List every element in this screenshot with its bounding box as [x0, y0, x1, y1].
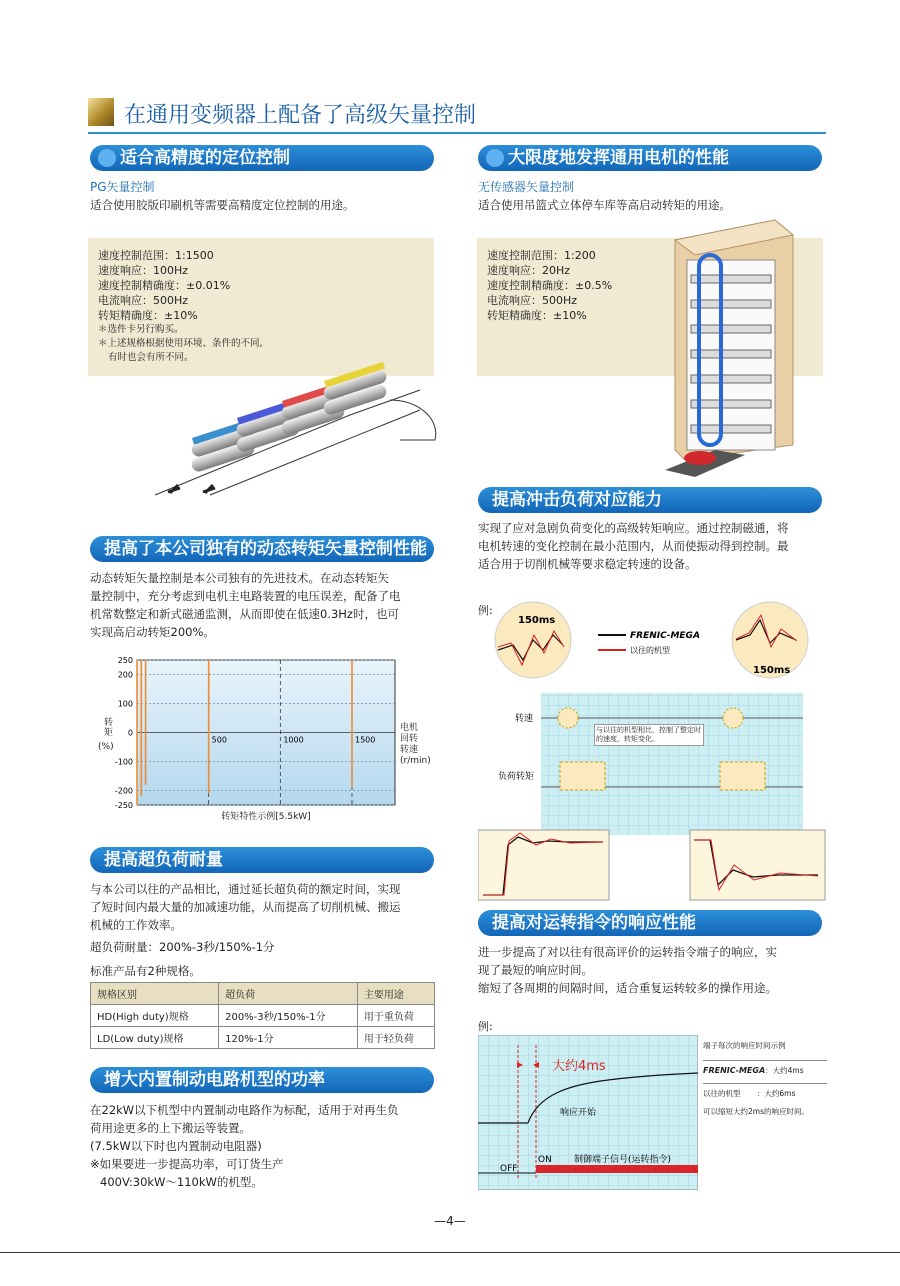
text-line: 动态转矩矢量控制是本公司独有的先进技术。在动态转矩矢	[90, 571, 389, 585]
text-line: (7.5kW以下时也内置制动电阻器)	[90, 1139, 262, 1153]
sec7-paragraph	[478, 943, 828, 997]
example-label-2: 例:	[478, 1020, 493, 1033]
spec-note: 有时也会有所不同。	[108, 352, 194, 363]
sec5-paragraph	[90, 1101, 440, 1191]
text-line: 实现高启动转矩200%。	[90, 625, 215, 639]
table-cell: 用于轻负荷	[357, 1027, 434, 1049]
section-title-text: 适合高精度的定位控制	[120, 148, 290, 168]
x-tick-label: 1500	[355, 735, 376, 745]
run-signal-bar	[536, 1165, 698, 1173]
table-header: 超负荷	[219, 983, 358, 1005]
y-tick-label: 200	[117, 670, 133, 680]
text-line: 缩短了各周期的间隔时间，适合重复运转较多的操作用途。	[478, 981, 777, 995]
spec-line: 速度响应：20Hz	[487, 264, 571, 277]
legend-mega: FRENIC-MEGA	[630, 631, 700, 641]
torque-chart	[88, 655, 438, 825]
spec-line: 电流响应：500Hz	[487, 294, 578, 307]
section-title-text: 增大内置制动电路机型的功率	[104, 1070, 325, 1090]
text-line: 机械的工作效率。	[90, 918, 182, 932]
x-tick-label: 1000	[283, 735, 304, 745]
bullet-dot-icon	[486, 149, 504, 167]
text-line: 荷用途更多的上下搬运等装置。	[90, 1121, 251, 1135]
section-title-positioning	[90, 145, 434, 171]
table-cell: 用于重负荷	[357, 1005, 434, 1027]
bullet-dot-icon	[98, 149, 116, 167]
table-row	[91, 1027, 435, 1049]
y-tick-label: -100	[114, 757, 133, 767]
x-axis-label: 电机回转转速(r/min)	[400, 723, 431, 766]
x-tick-label: 500	[211, 735, 227, 745]
section-title-text: 提高超负荷耐量	[104, 850, 223, 870]
legend-old-label: 以往的机型	[703, 1089, 741, 1098]
y-tick-label: 100	[117, 699, 133, 709]
table-cell: 200%-3秒/150%-1分	[219, 1005, 358, 1027]
impact-response-diagram	[478, 595, 826, 907]
comparison-note: 与以往的机型相比，控制了整定时的速度，转矩变化。	[594, 724, 704, 746]
y-axis-label: 转矩(%)	[98, 718, 114, 752]
legend-title: 端子每次的响应时间示例	[703, 1041, 786, 1050]
legend-mega-label: FRENIC-MEGA	[703, 1066, 766, 1075]
table-row	[91, 1005, 435, 1027]
standard-note: 标准产品有2种规格。	[90, 964, 201, 978]
text-line: 适合用于切削机械等要求稳定转速的设备。	[478, 557, 697, 571]
table-header: 主要用途	[357, 983, 434, 1005]
on-label: ON	[538, 1155, 552, 1165]
text-line: 电机转速的变化控制在最小范围内，从而使振动得到控制。最	[478, 539, 789, 553]
section-title-braking	[90, 1067, 434, 1093]
sec3-paragraph	[90, 569, 440, 641]
run-command-response-diagram	[478, 1035, 698, 1190]
legend-old-value: ：大约6ms	[756, 1089, 796, 1098]
section-title-overload	[90, 847, 434, 873]
spec-line: 速度控制范围：1:1500	[98, 249, 214, 262]
text-line: 400V:30kW～110kW的机型。	[100, 1175, 263, 1189]
table-cell: LD(Low duty)规格	[91, 1027, 219, 1049]
ms-label-right: 150ms	[753, 665, 791, 676]
y-tick-label: 250	[117, 656, 133, 665]
off-label: OFF	[500, 1164, 518, 1174]
printing-press-illustration	[150, 360, 440, 500]
legend-note: 可以缩短大约2ms的响应时间。	[703, 1107, 809, 1116]
text-line: 进一步提高了对以往有很高评价的运转指令端子的响应，实	[478, 945, 777, 959]
example-label: 例:	[478, 604, 493, 617]
table-cell: HD(High duty)规格	[91, 1005, 219, 1027]
section-title-text: 提高了本公司独有的动态转矩矢量控制性能	[104, 539, 427, 559]
text-line: ※如果要进一步提高功率，可订货生产	[90, 1157, 284, 1171]
text-line: 与本公司以往的产品相比，通过延长超负荷的额定时间，实现	[90, 882, 401, 896]
text-line: 在22kW以下机型中内置制动电路作为标配，适用于对再生负	[90, 1103, 399, 1117]
subheading-pg-vector: PG矢量控制	[90, 180, 155, 194]
section-title-text: 提高对运转指令的响应性能	[492, 913, 696, 933]
table-header: 规格区别	[91, 983, 219, 1005]
roller-unit	[322, 362, 388, 416]
ms-label-left: 150ms	[518, 615, 556, 626]
zoom-box-left	[478, 830, 609, 900]
spec-line: 速度响应：100Hz	[98, 264, 189, 277]
spec-box-pg	[88, 238, 434, 376]
spec-line: 速度控制精确度：±0.5%	[487, 279, 613, 292]
spec-table	[90, 982, 435, 1049]
text-line: 了短时间内最大量的加减速功能，从而提高了切削机械、搬运	[90, 900, 401, 914]
load-torque-label: 负荷转矩	[498, 772, 535, 782]
chart-title: 转矩特性示例[5.5kW]	[221, 812, 311, 822]
footer-rule	[0, 1252, 900, 1253]
spec-line: 转矩精确度：±10%	[98, 309, 198, 322]
car-icon	[684, 451, 716, 465]
response-start-label: 响应开始	[560, 1108, 597, 1118]
text-line: 实现了应对急剧负荷变化的高级转矩响应。通过控制磁通，将	[478, 521, 789, 535]
parking-tower-illustration	[655, 215, 795, 477]
sec2-desc: 适合使用吊篮式立体停车库等高启动转矩的用途。	[478, 198, 731, 212]
section-title-general-motor	[478, 145, 822, 171]
section-title-text: 提高冲击负荷对应能力	[492, 490, 662, 510]
sec1-desc: 适合使用胶版印刷机等需要高精度定位控制的用途。	[90, 198, 355, 212]
legend-old: 以往的机型	[630, 646, 670, 655]
page-title-block	[88, 96, 826, 134]
spec-line: 转矩精确度：±10%	[487, 309, 587, 322]
text-line: 机常数整定和新式磁通监测，从而即使在低速0.3Hz时，也可	[90, 607, 399, 621]
y-tick-label: 0	[127, 728, 133, 738]
sec4-paragraph	[90, 880, 440, 980]
sec6-paragraph	[478, 519, 828, 573]
table-header-row	[91, 983, 435, 1005]
spec-line: 速度控制范围：1:200	[487, 249, 596, 262]
speed-label: 转速	[515, 714, 534, 724]
title-gold-square	[88, 98, 114, 126]
text-line: 现了最短的响应时间。	[478, 963, 593, 977]
section-title-impact-load	[478, 487, 822, 513]
section-title-dynamic-torque	[90, 536, 434, 562]
page-title: 在通用变频器上配备了高级矢量控制	[124, 103, 477, 128]
spec-line: 电流响应：500Hz	[98, 294, 189, 307]
spec-line: 速度控制精确度：±0.01%	[98, 279, 231, 292]
spec-note: ＊上述规格根据使用环境、条件的不同,	[98, 338, 263, 349]
y-tick-label: -200	[114, 786, 133, 796]
section-title-run-command	[478, 910, 822, 936]
approx-4ms-label: 大约4ms	[552, 1059, 606, 1074]
subheading-sensorless: 无传感器矢量控制	[478, 180, 575, 194]
table-cell: 120%-1分	[219, 1027, 358, 1049]
section-title-text: 大限度地发挥通用电机的性能	[508, 148, 729, 168]
text-line: 量控制中，充分考虑到电机主电路装置的电压误差，配备了电	[90, 589, 401, 603]
signal-label: 制御端子信号(运转指令)	[574, 1155, 672, 1165]
response-time-legend	[703, 1040, 827, 1118]
spec-note: ＊选件卡另行购买。	[98, 324, 184, 335]
y-tick-label: -250	[114, 801, 133, 810]
page-number: —4—	[434, 1214, 466, 1228]
legend-mega-value: ：大约4ms	[765, 1066, 804, 1075]
overload-rating: 超负荷耐量：200%-3秒/150%-1分	[90, 940, 275, 954]
